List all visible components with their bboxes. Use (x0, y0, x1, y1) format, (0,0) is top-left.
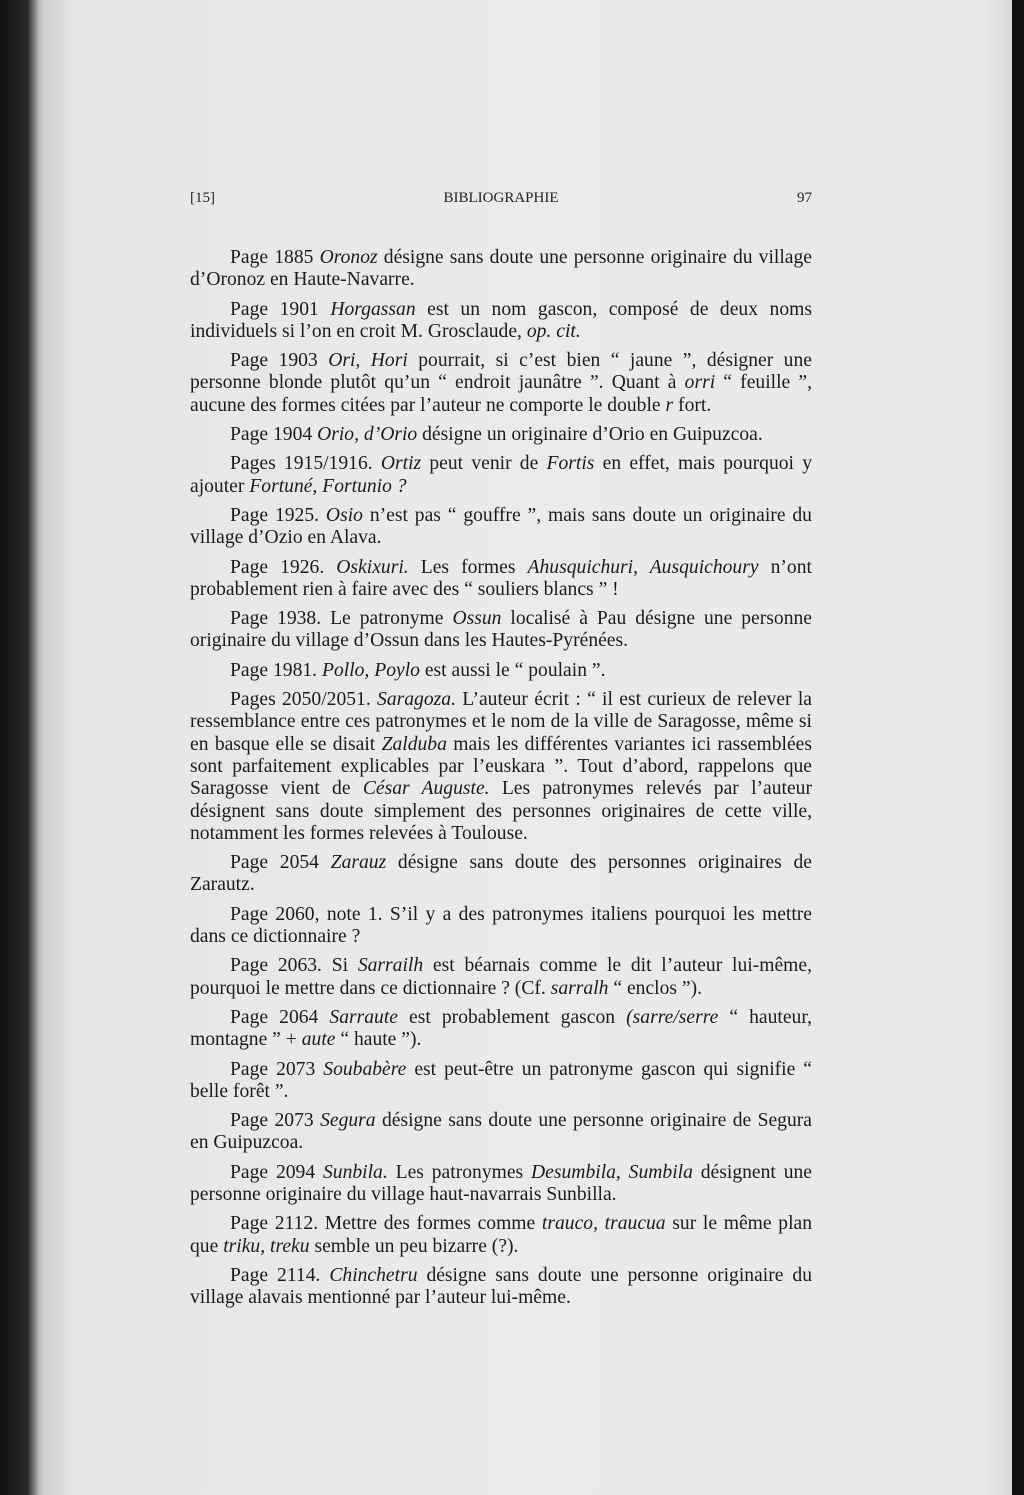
text-run: Page 1938. Le patronyme (230, 608, 453, 630)
running-header (190, 190, 812, 212)
text-run: L’auteur écrit : “ il est curieux de relever la ressemblance entre ces patronymes et le nom de la ville de Saragosse, même si en basque elle se disait (190, 689, 812, 755)
text-run: pourrait, si c’est bien “ jaune ”, désigner une personne blonde plutôt qu’un “ endroit jaunâtre ”. Quant à (190, 350, 812, 394)
text-run: désigne sans doute des personnes originaires de Zarautz. (190, 852, 812, 896)
text-run: désigne un originaire d’Orio en Guipuzcoa. (417, 424, 763, 446)
italic-term: Segura (320, 1110, 376, 1132)
paragraph (190, 350, 812, 417)
italic-term: Fortuné, Fortunio ? (249, 475, 407, 497)
paragraph (190, 1059, 812, 1104)
text-run: est un nom gascon, composé de deux noms individuels si l’on en croit M. Grosclaude, (190, 298, 812, 342)
paragraph (190, 660, 812, 682)
paragraph (190, 299, 812, 344)
text-run: Page 2073 (230, 1058, 324, 1080)
paragraph (190, 608, 812, 653)
text-run: n’est pas “ gouffre ”, mais sans doute un originaire du village d’Ozio en Alava. (190, 504, 812, 549)
text-run: mais les différentes variantes ici rassemblées sont parfaitement explicables par l’euskara ”. Tout d’abord, rappelons que Saragosse vient de (190, 733, 812, 800)
paragraph (190, 1213, 812, 1258)
italic-term: Ahusquichuri, Ausquichoury (527, 556, 759, 578)
text-run: fort. (673, 394, 712, 416)
text-run: peut venir de (421, 453, 547, 475)
text-run: Page 1901 (230, 298, 331, 320)
paragraph (190, 904, 812, 949)
paragraph (190, 505, 812, 550)
text-run: Page 2064 (230, 1006, 330, 1028)
italic-term: orri (684, 372, 716, 394)
text-run: est peut-être un patronyme gascon qui signifie “ belle forêt ”. (190, 1058, 812, 1102)
text-run: Page 2060, note 1. S’il y a des patronymes italiens pourquoi les mettre dans ce dictionnaire ? (190, 903, 812, 948)
italic-term: Zarauz (330, 852, 387, 874)
italic-term: Horgassan (330, 298, 416, 320)
text-run: “ enclos ”). (608, 977, 703, 999)
text-run: Page 1904 (230, 424, 318, 446)
paragraph (190, 852, 812, 897)
italic-term: Fortis (546, 453, 595, 475)
text-run: “ haute ”). (335, 1029, 422, 1051)
section-number: [15] (190, 190, 215, 206)
paragraph (190, 1265, 812, 1310)
text-run: Pages 1915/1916. (230, 453, 381, 475)
text-run: Page 2054 (230, 852, 331, 874)
italic-term: Ortiz (380, 453, 422, 475)
italic-term: sarralh (550, 977, 609, 999)
text-run: en effet, mais pourquoi y ajouter (190, 453, 812, 497)
paragraph (190, 955, 812, 1000)
body-text (190, 247, 812, 1316)
paragraph (190, 453, 812, 498)
text-run: désigne sans doute une personne originaire du village alavais mentionné par l’auteur lui-même. (190, 1264, 812, 1309)
italic-term: Sarrailh (357, 955, 424, 977)
italic-term: aute (301, 1029, 336, 1051)
text-run: Les formes (408, 556, 528, 578)
paragraph (190, 1162, 812, 1207)
italic-term: Oronoz (319, 247, 378, 268)
text-run: désigne sans doute une personne originaire du village d’Oronoz en Haute-Navarre. (190, 247, 812, 291)
italic-term: Soubabère (323, 1058, 407, 1080)
paragraph (190, 247, 812, 292)
text-run: Page 1981. (230, 659, 322, 681)
paragraph (190, 1007, 812, 1052)
italic-term: Orio, d’Orio (317, 424, 418, 446)
text-run: sur le même plan que (190, 1213, 813, 1257)
running-title: BIBLIOGRAPHIE (443, 190, 559, 206)
italic-term: Ori, Hori (328, 350, 408, 372)
text-run: Page 1903 (230, 350, 329, 372)
text-run: Page 1885 (230, 247, 320, 268)
text-run: “ feuille ”, aucune des formes citées par l’auteur ne comporte le double (190, 372, 812, 416)
italic-term: Osio (325, 504, 363, 526)
text-run: Les patronymes (387, 1161, 532, 1183)
text-run: Pages 2050/2051. (230, 689, 378, 711)
italic-term: Sunbila. (322, 1161, 388, 1183)
text-run: localisé à Pau désigne une personne originaire du village d’Ossun dans les Hautes-Pyrénées. (190, 608, 812, 652)
text-run: Page 2073 (230, 1110, 321, 1132)
italic-term: Zalduba (381, 733, 447, 755)
italic-term: op. cit. (526, 320, 581, 342)
paragraph (190, 1110, 812, 1155)
text-run: Page 2063. Si (230, 955, 358, 977)
facing-page-edge (0, 0, 46, 1495)
italic-term: Sarraute (329, 1006, 398, 1028)
text-run: Page 2112. Mettre des formes comme (230, 1213, 542, 1235)
text-run: Page 1925. (230, 504, 326, 526)
italic-term: Saragoza. (377, 689, 456, 711)
italic-term: César Auguste. (362, 778, 490, 800)
italic-term: Pollo, Poylo (321, 659, 420, 681)
text-run: est aussi le “ poulain ”. (419, 659, 606, 681)
text-run: n’ont probablement rien à faire avec des “ souliers blancs ” ! (190, 556, 812, 600)
text-run: Page 2094 (230, 1161, 323, 1183)
italic-term: triku, treku (223, 1235, 310, 1257)
italic-term: Chinchetru (329, 1264, 418, 1286)
text-run: Page 1926. (230, 556, 337, 578)
scan-background-edge (1012, 0, 1024, 1495)
italic-term: Ossun (452, 608, 502, 630)
page-number: 97 (797, 190, 812, 206)
text-run: désigne sans doute une personne originaire de Segura en Guipuzcoa. (190, 1110, 812, 1154)
paragraph (190, 424, 812, 446)
text-run: Les patronymes relevés par l’auteur désignent sans doute simplement des personnes originaires de cette ville, notamment les formes relevées à Toulouse. (190, 778, 812, 844)
text-run: est béarnais comme le dit l’auteur lui-même, pourquoi le mettre dans ce dictionnaire ? (Cf. (190, 955, 812, 999)
text-run: semble un peu bizarre (?). (309, 1235, 519, 1257)
italic-term: Oskixuri. (336, 556, 409, 578)
paragraph (190, 557, 812, 602)
italic-term: (sarre/serre (626, 1006, 719, 1028)
text-run: Page 2114. (230, 1264, 330, 1286)
text-run: désignent une personne originaire du village haut-navarrais Sunbilla. (190, 1161, 812, 1205)
paragraph (190, 689, 812, 845)
italic-term: r (665, 394, 674, 416)
italic-term: Desumbila, Sumbila (531, 1161, 693, 1183)
text-run: est probablement gascon (397, 1006, 627, 1028)
text-run: “ hauteur, montagne ” + (190, 1006, 812, 1051)
italic-term: trauco, traucua (541, 1213, 666, 1235)
